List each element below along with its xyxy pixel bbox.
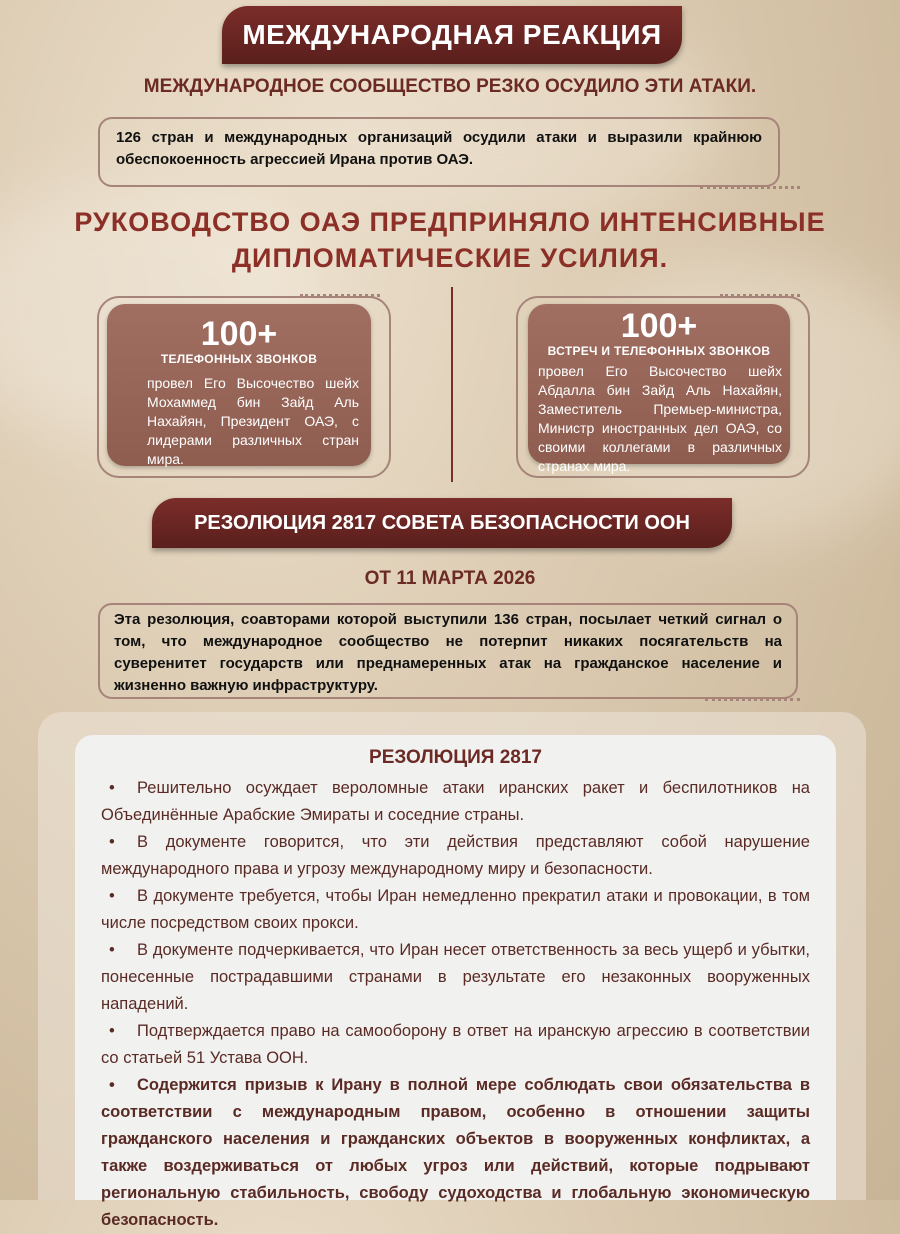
condemnation-text: 126 стран и международных организаций осудили атаки и выразили крайнюю обеспокоенность агрессией Ирана против ОАЭ. <box>116 129 762 168</box>
resolution-point: • Решительно осуждает вероломные атаки иранских ракет и беспилотников на Объединённые Арабские Эмираты и соседние страны. <box>101 775 810 829</box>
resolution-point: • В документе требуется, чтобы Иран немедленно прекратил атаки и провокации, в том числе посредством своих прокси. <box>101 883 810 937</box>
resolution-point: • В документе подчеркивается, что Иран несет ответственность за весь ущерб и убытки, понесенные пострадавшими странами в результате его незаконных вооруженных нападений. <box>101 937 810 1018</box>
stat-caption: ВСТРЕЧ И ТЕЛЕФОННЫХ ЗВОНКОВ <box>547 344 771 358</box>
vertical-divider <box>451 287 453 482</box>
stat-description: провел Его Высочество шейх Абдалла бин Зайд Аль Нахайян, Заместитель Премьер-министра, Министр иностранных дел ОАЭ, со своими коллегами в различных странах мира. <box>538 363 782 474</box>
bullet-icon: • <box>109 833 115 851</box>
diplomacy-heading-line2: ДИПЛОМАТИЧЕСКИЕ УСИЛИЯ. <box>231 243 669 273</box>
stat-card-meetings <box>528 304 790 474</box>
bullet-icon: • <box>109 779 115 797</box>
bullet-icon: • <box>109 1076 115 1094</box>
stat-card-phone-calls <box>107 304 371 466</box>
resolution-title: РЕЗОЛЮЦИЯ 2817 СОВЕТА БЕЗОПАСНОСТИ ООН <box>194 512 690 534</box>
resolution-ribbon <box>152 498 732 548</box>
dotted-divider <box>720 294 800 297</box>
bullet-icon: • <box>109 887 115 905</box>
stat-number: 100+ <box>200 315 278 353</box>
bullet-icon: • <box>109 941 115 959</box>
condemnation-textbox <box>98 117 780 187</box>
page-title-ribbon <box>222 6 682 64</box>
resolution-summary: Эта резолюция, соавторами которой выступили 136 стран, посылает четкий сигнал о том, что международное сообщество не потерпит никаких посягательств на суверенитет государств или преднамеренных атак на гражданское население и жизненно важную инфраструктуру. <box>114 611 782 694</box>
resolution-point-final: • Содержится призыв к Ирану в полной мере соблюдать свои обязательства в соответствии с международным правом, особенно в отношении защиты гражданского населения и гражданских объектов в вооруженных конфликтах, а также воздерживаться от любых угроз или действий, которые подрывают региональную стабильность, свободу судоходства и глобальную экономическую безопасность. <box>101 1072 810 1234</box>
dotted-divider <box>700 186 800 189</box>
stat-number: 100+ <box>620 307 698 345</box>
resolution-panel <box>75 735 836 1229</box>
dotted-divider <box>705 698 800 701</box>
stat-description: провел Его Высочество шейх Мохаммед бин Зайд Аль Нахайян, Президент ОАЭ, с лидерами различных стран мира. <box>147 375 359 467</box>
resolution-textbox <box>98 603 798 699</box>
diplomacy-heading-line1: РУКОВОДСТВО ОАЭ ПРЕДПРИНЯЛО ИНТЕНСИВНЫЕ <box>74 207 826 237</box>
resolution-panel-title: РЕЗОЛЮЦИЯ 2817 <box>369 747 542 768</box>
page-title: МЕЖДУНАРОДНАЯ РЕАКЦИЯ <box>242 19 662 50</box>
stat-caption: ТЕЛЕФОННЫХ ЗВОНКОВ <box>160 352 318 366</box>
condemnation-heading: МЕЖДУНАРОДНОЕ СООБЩЕСТВО РЕЗКО ОСУДИЛО ЭТИ АТАКИ. <box>143 76 757 97</box>
diplomacy-heading <box>0 204 900 276</box>
resolution-point: • В документе говорится, что эти действия представляют собой нарушение международного права и угрозу международному миру и безопасности. <box>101 829 810 883</box>
dotted-divider <box>300 294 380 297</box>
bullet-icon: • <box>109 1022 115 1040</box>
resolution-date: ОТ 11 МАРТА 2026 <box>364 568 536 589</box>
resolution-point: • Подтверждается право на самооборону в ответ на иранскую агрессию в соответствии со статьей 51 Устава ООН. <box>101 1018 810 1072</box>
